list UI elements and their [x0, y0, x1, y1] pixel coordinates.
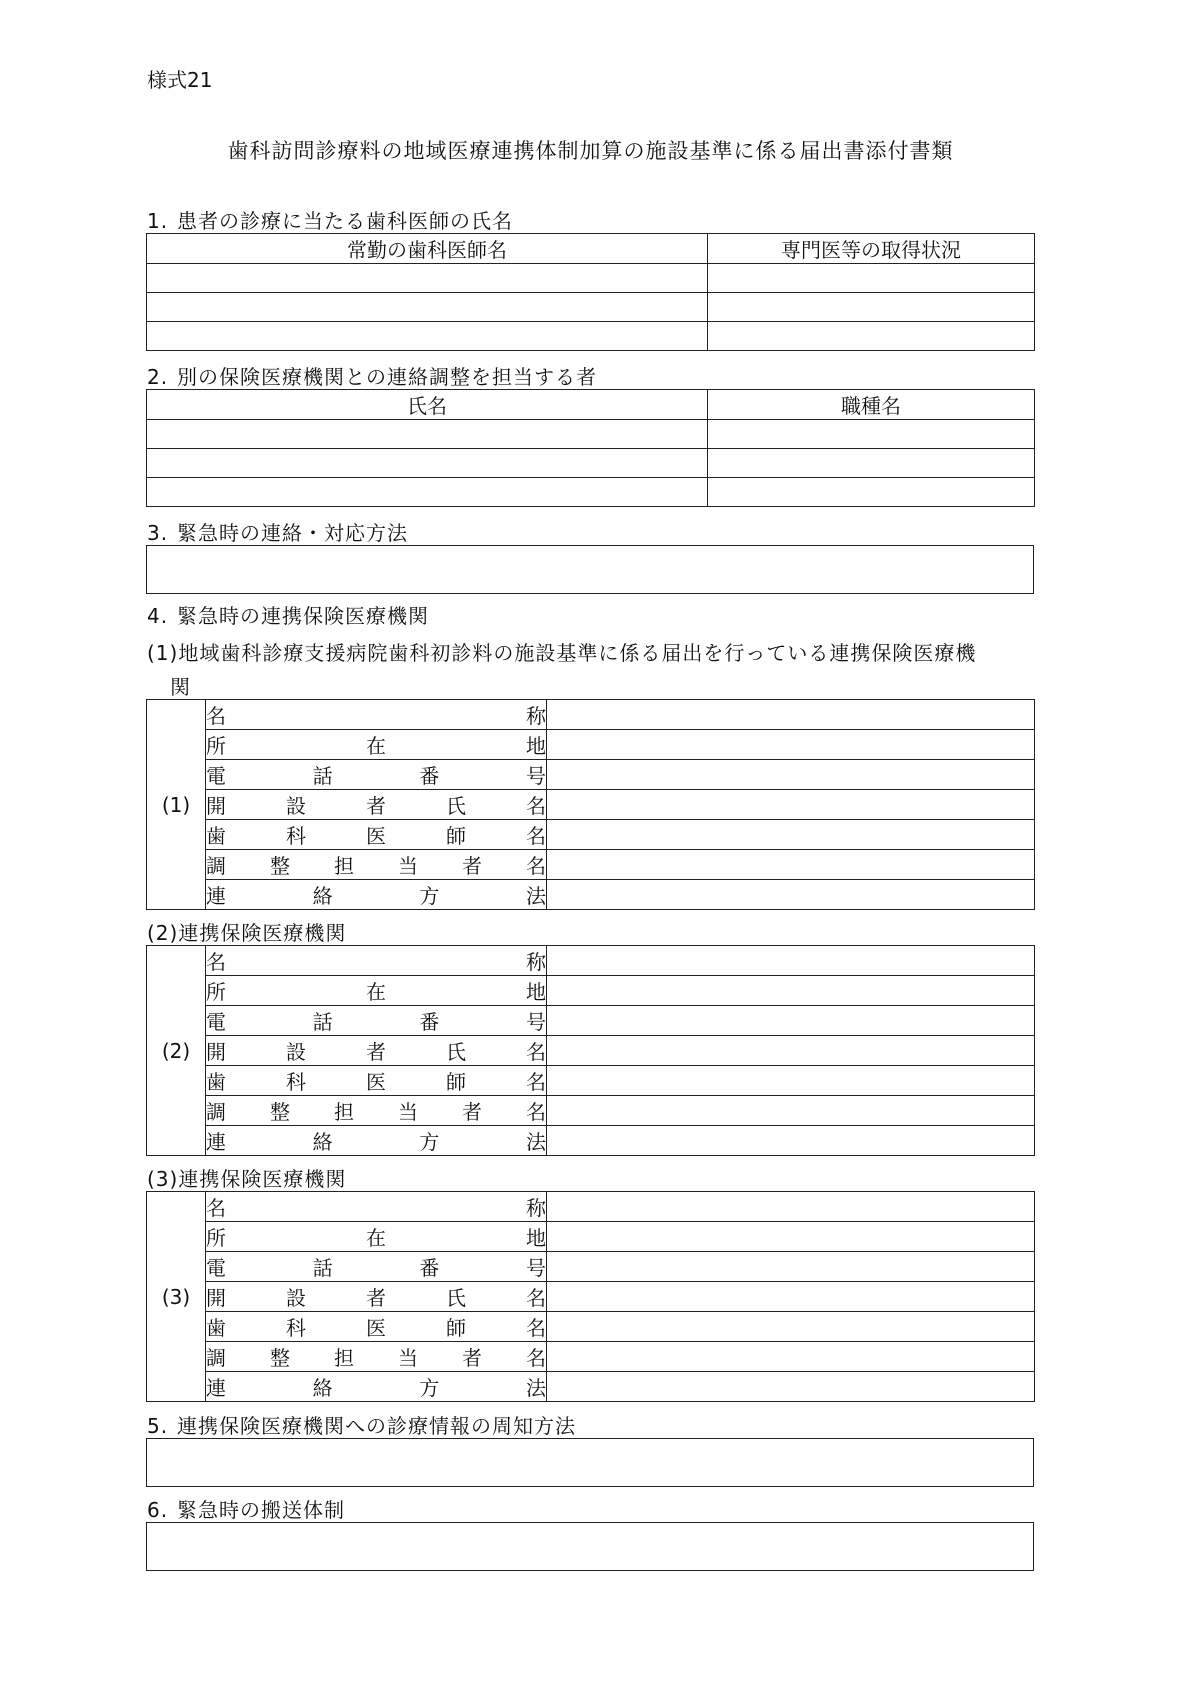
subsection-3-heading: (3)連携保険医療機関 — [147, 1167, 347, 1191]
field-label-contact — [206, 1372, 547, 1402]
field-label-text — [206, 1126, 546, 1155]
field-label-char: 者 — [462, 1346, 482, 1370]
field-value-dentist[interactable] — [547, 820, 1035, 850]
field-label-char: 科 — [286, 824, 306, 848]
name-cell[interactable] — [147, 478, 708, 507]
field-label-text — [206, 700, 546, 729]
field-label-text — [206, 790, 546, 819]
field-label-char: 設 — [286, 794, 306, 818]
field-value-name[interactable] — [547, 1192, 1035, 1222]
field-label-char: 電 — [206, 1010, 226, 1034]
field-value-dentist[interactable] — [547, 1066, 1035, 1096]
field-label-char: 調 — [206, 1346, 226, 1370]
field-label-founder — [206, 1036, 547, 1066]
field-label-text — [206, 976, 546, 1005]
field-value-coordinator[interactable] — [547, 850, 1035, 880]
field-label-text — [206, 1222, 546, 1251]
specialist-status-cell[interactable] — [708, 293, 1035, 322]
field-label-char: 話 — [312, 764, 333, 788]
field-value-founder[interactable] — [547, 790, 1035, 820]
field-label-char: 開 — [206, 1040, 226, 1064]
section-label: 緊急時の搬送体制 — [177, 1498, 345, 1522]
emergency-contact-box[interactable] — [146, 545, 1034, 594]
field-label-dentist — [206, 1312, 547, 1342]
field-label-char: 絡 — [312, 1130, 333, 1154]
field-label-char: 番 — [419, 764, 440, 788]
field-label-char: 医 — [366, 1070, 386, 1094]
table-row — [147, 264, 1035, 293]
document-title: 歯科訪問診療料の地域医療連携体制加算の施設基準に係る届出書添付書類 — [227, 139, 954, 163]
field-value-founder[interactable] — [547, 1282, 1035, 1312]
field-label-text — [206, 1036, 546, 1065]
field-label-name — [206, 1192, 547, 1222]
table-row — [147, 478, 1035, 507]
field-label-contact — [206, 1126, 547, 1156]
table-row — [147, 1096, 1035, 1126]
table-row — [147, 790, 1035, 820]
field-label-text — [206, 820, 546, 849]
table-row — [147, 420, 1035, 449]
field-label-char: 号 — [525, 764, 546, 788]
field-label-coordinator — [206, 1342, 547, 1372]
field-value-contact[interactable] — [547, 1126, 1035, 1156]
table-row — [147, 293, 1035, 322]
field-label-char: 電 — [206, 1256, 226, 1280]
field-label-char: 設 — [286, 1286, 306, 1310]
field-label-char: 地 — [526, 980, 546, 1004]
field-label-char: 称 — [526, 704, 546, 728]
field-label-contact — [206, 880, 547, 910]
field-label-char: 整 — [270, 1100, 290, 1124]
institution-number: (1) — [147, 700, 206, 910]
field-label-char: 師 — [446, 1316, 466, 1340]
job-title-cell[interactable] — [708, 449, 1035, 478]
field-label-text — [206, 946, 546, 975]
field-label-char: 当 — [398, 1100, 418, 1124]
field-label-char: 歯 — [206, 824, 226, 848]
field-label-char: 医 — [366, 1316, 386, 1340]
field-label-char: 当 — [398, 854, 418, 878]
field-label-phone — [206, 1252, 547, 1282]
section-label: 連携保険医療機関への診療情報の周知方法 — [177, 1414, 576, 1438]
section-number: 2. — [147, 365, 169, 389]
section-label: 緊急時の連携保険医療機関 — [177, 604, 429, 628]
institution-number: (2) — [147, 946, 206, 1156]
field-label-address — [206, 976, 547, 1006]
name-cell[interactable] — [147, 420, 708, 449]
field-label-char: 者 — [462, 1100, 482, 1124]
specialist-status-cell[interactable] — [708, 322, 1035, 351]
field-label-char: 整 — [270, 1346, 290, 1370]
field-label-char: 方 — [419, 1130, 440, 1154]
field-label-text — [206, 1192, 546, 1221]
table-row — [147, 730, 1035, 760]
field-label-char: 者 — [366, 794, 386, 818]
dentist-name-cell[interactable] — [147, 293, 708, 322]
section-number: 4. — [147, 604, 169, 628]
table-row — [147, 1342, 1035, 1372]
field-label-char: 整 — [270, 854, 290, 878]
section-5-heading — [147, 1410, 576, 1439]
field-label-dentist — [206, 820, 547, 850]
table-row — [147, 1066, 1035, 1096]
field-label-char: 方 — [419, 1376, 440, 1400]
field-label-char: 者 — [462, 854, 482, 878]
field-label-phone — [206, 760, 547, 790]
field-label-char: 者 — [366, 1286, 386, 1310]
field-label-char: 師 — [446, 824, 466, 848]
field-label-char: 担 — [334, 1100, 354, 1124]
field-label-char: 号 — [525, 1256, 546, 1280]
field-value-contact[interactable] — [547, 1372, 1035, 1402]
field-label-char: 連 — [206, 884, 226, 908]
table-header-row — [147, 234, 1035, 264]
field-value-coordinator[interactable] — [547, 1342, 1035, 1372]
field-value-coordinator[interactable] — [547, 1096, 1035, 1126]
institution-table-2 — [146, 945, 1035, 1156]
dentist-table — [146, 233, 1035, 351]
field-label-char: 地 — [526, 1226, 546, 1250]
field-label-char: 科 — [286, 1316, 306, 1340]
table-row — [147, 322, 1035, 351]
specialist-status-cell[interactable] — [708, 264, 1035, 293]
field-label-char: 担 — [334, 1346, 354, 1370]
field-label-char: 調 — [206, 854, 226, 878]
field-label-char: 名 — [526, 794, 546, 818]
table-row — [147, 700, 1035, 730]
field-value-phone[interactable] — [547, 760, 1035, 790]
field-label-char: 名 — [206, 1196, 226, 1220]
field-label-text — [206, 1066, 546, 1095]
field-label-text — [206, 730, 546, 759]
field-label-char: 氏 — [446, 1286, 466, 1310]
field-label-char: 連 — [206, 1130, 226, 1154]
table-row — [147, 1222, 1035, 1252]
field-label-char: 連 — [206, 1376, 226, 1400]
field-label-char: 方 — [419, 884, 440, 908]
field-label-char: 歯 — [206, 1070, 226, 1094]
field-label-char: 話 — [312, 1256, 333, 1280]
field-label-char: 番 — [419, 1256, 440, 1280]
field-label-text — [206, 880, 546, 909]
table-row — [147, 1126, 1035, 1156]
field-label-founder — [206, 790, 547, 820]
section-label: 緊急時の連絡・対応方法 — [177, 521, 408, 545]
field-label-char: 所 — [206, 1226, 226, 1250]
subsection-2-heading: (2)連携保険医療機関 — [147, 921, 347, 945]
field-label-char: 称 — [526, 1196, 546, 1220]
field-label-char: 科 — [286, 1070, 306, 1094]
field-label-text — [206, 1342, 546, 1371]
field-label-founder — [206, 1282, 547, 1312]
field-label-coordinator — [206, 1096, 547, 1126]
field-label-coordinator — [206, 850, 547, 880]
field-label-text — [206, 760, 546, 789]
field-label-char: 絡 — [312, 1376, 333, 1400]
field-label-char: 名 — [206, 704, 226, 728]
field-label-text — [206, 850, 546, 879]
field-label-char: 称 — [526, 950, 546, 974]
table-row — [147, 760, 1035, 790]
field-label-char: 師 — [446, 1070, 466, 1094]
field-label-char: 氏 — [446, 1040, 466, 1064]
column-header: 常勤の歯科医師名 — [147, 234, 708, 264]
field-label-char: 法 — [525, 1376, 546, 1400]
info-sharing-method-box[interactable] — [146, 1438, 1034, 1487]
field-label-char: 電 — [206, 764, 226, 788]
field-label-char: 所 — [206, 980, 226, 1004]
table-row — [147, 1372, 1035, 1402]
institution-table-1 — [146, 699, 1035, 910]
field-label-char: 開 — [206, 794, 226, 818]
section-number: 3. — [147, 521, 169, 545]
table-header-row — [147, 390, 1035, 420]
field-label-name — [206, 700, 547, 730]
table-row — [147, 820, 1035, 850]
field-label-char: 設 — [286, 1040, 306, 1064]
field-label-char: 当 — [398, 1346, 418, 1370]
table-row — [147, 1006, 1035, 1036]
table-row — [147, 1036, 1035, 1066]
field-label-char: 名 — [526, 854, 546, 878]
table-row — [147, 1252, 1035, 1282]
dentist-name-cell[interactable] — [147, 322, 708, 351]
field-label-char: 医 — [366, 824, 386, 848]
field-label-phone — [206, 1006, 547, 1036]
field-label-address — [206, 1222, 547, 1252]
column-header: 職種名 — [708, 390, 1035, 420]
field-label-char: 在 — [366, 1226, 386, 1250]
column-header: 氏名 — [147, 390, 708, 420]
field-label-text — [206, 1372, 546, 1401]
table-row — [147, 1312, 1035, 1342]
field-label-char: 在 — [366, 734, 386, 758]
field-label-char: 法 — [525, 1130, 546, 1154]
section-number: 1. — [147, 209, 169, 233]
section-label: 別の保険医療機関との連絡調整を担当する者 — [177, 365, 597, 389]
field-value-contact[interactable] — [547, 880, 1035, 910]
field-label-char: 名 — [526, 1100, 546, 1124]
section-3-heading — [147, 517, 408, 546]
field-value-phone[interactable] — [547, 1006, 1035, 1036]
field-label-char: 所 — [206, 734, 226, 758]
field-label-char: 在 — [366, 980, 386, 1004]
institution-number: (3) — [147, 1192, 206, 1402]
field-label-text — [206, 1312, 546, 1341]
table-row — [147, 946, 1035, 976]
field-value-address[interactable] — [547, 1222, 1035, 1252]
table-row — [147, 880, 1035, 910]
field-label-char: 氏 — [446, 794, 466, 818]
section-6-heading — [147, 1494, 345, 1523]
table-row — [147, 449, 1035, 478]
field-label-char: 歯 — [206, 1316, 226, 1340]
field-value-address[interactable] — [547, 730, 1035, 760]
column-header: 専門医等の取得状況 — [708, 234, 1035, 264]
field-value-founder[interactable] — [547, 1036, 1035, 1066]
field-label-text — [206, 1252, 546, 1281]
table-row — [147, 1282, 1035, 1312]
section-1-heading — [147, 205, 513, 234]
section-number: 5. — [147, 1414, 169, 1438]
field-label-char: 号 — [525, 1010, 546, 1034]
institution-table-3 — [146, 1191, 1035, 1402]
field-label-char: 地 — [526, 734, 546, 758]
dentist-name-cell[interactable] — [147, 264, 708, 293]
field-label-char: 名 — [526, 1286, 546, 1310]
field-value-name[interactable] — [547, 946, 1035, 976]
field-label-char: 名 — [526, 1040, 546, 1064]
job-title-cell[interactable] — [708, 478, 1035, 507]
field-label-char: 調 — [206, 1100, 226, 1124]
field-label-char: 名 — [526, 1070, 546, 1094]
section-4-heading — [147, 600, 429, 629]
section-label: 患者の診療に当たる歯科医師の氏名 — [177, 209, 513, 233]
field-label-char: 名 — [526, 1316, 546, 1340]
subsection-1-line2: 関 — [170, 675, 191, 699]
field-label-text — [206, 1096, 546, 1125]
field-label-char: 法 — [525, 884, 546, 908]
table-row — [147, 976, 1035, 1006]
section-number: 6. — [147, 1498, 169, 1522]
field-value-address[interactable] — [547, 976, 1035, 1006]
field-label-char: 名 — [206, 950, 226, 974]
field-label-char: 開 — [206, 1286, 226, 1310]
field-label-char: 名 — [526, 1346, 546, 1370]
field-label-char: 番 — [419, 1010, 440, 1034]
field-value-phone[interactable] — [547, 1252, 1035, 1282]
field-label-char: 者 — [366, 1040, 386, 1064]
field-label-char: 絡 — [312, 884, 333, 908]
field-label-char: 名 — [526, 824, 546, 848]
field-label-address — [206, 730, 547, 760]
field-value-name[interactable] — [547, 700, 1035, 730]
coordinator-table — [146, 389, 1035, 507]
field-value-dentist[interactable] — [547, 1312, 1035, 1342]
field-label-text — [206, 1282, 546, 1311]
table-row — [147, 1192, 1035, 1222]
name-cell[interactable] — [147, 449, 708, 478]
table-row — [147, 850, 1035, 880]
form-number: 様式21 — [147, 68, 213, 92]
job-title-cell[interactable] — [708, 420, 1035, 449]
field-label-text — [206, 1006, 546, 1035]
field-label-char: 担 — [334, 854, 354, 878]
field-label-name — [206, 946, 547, 976]
field-label-dentist — [206, 1066, 547, 1096]
subsection-1-line1: (1)地域歯科診療支援病院歯科初診料の施設基準に係る届出を行っている連携保険医療機 — [147, 641, 977, 665]
field-label-char: 話 — [312, 1010, 333, 1034]
emergency-transport-box[interactable] — [146, 1522, 1034, 1571]
section-2-heading — [147, 361, 597, 390]
